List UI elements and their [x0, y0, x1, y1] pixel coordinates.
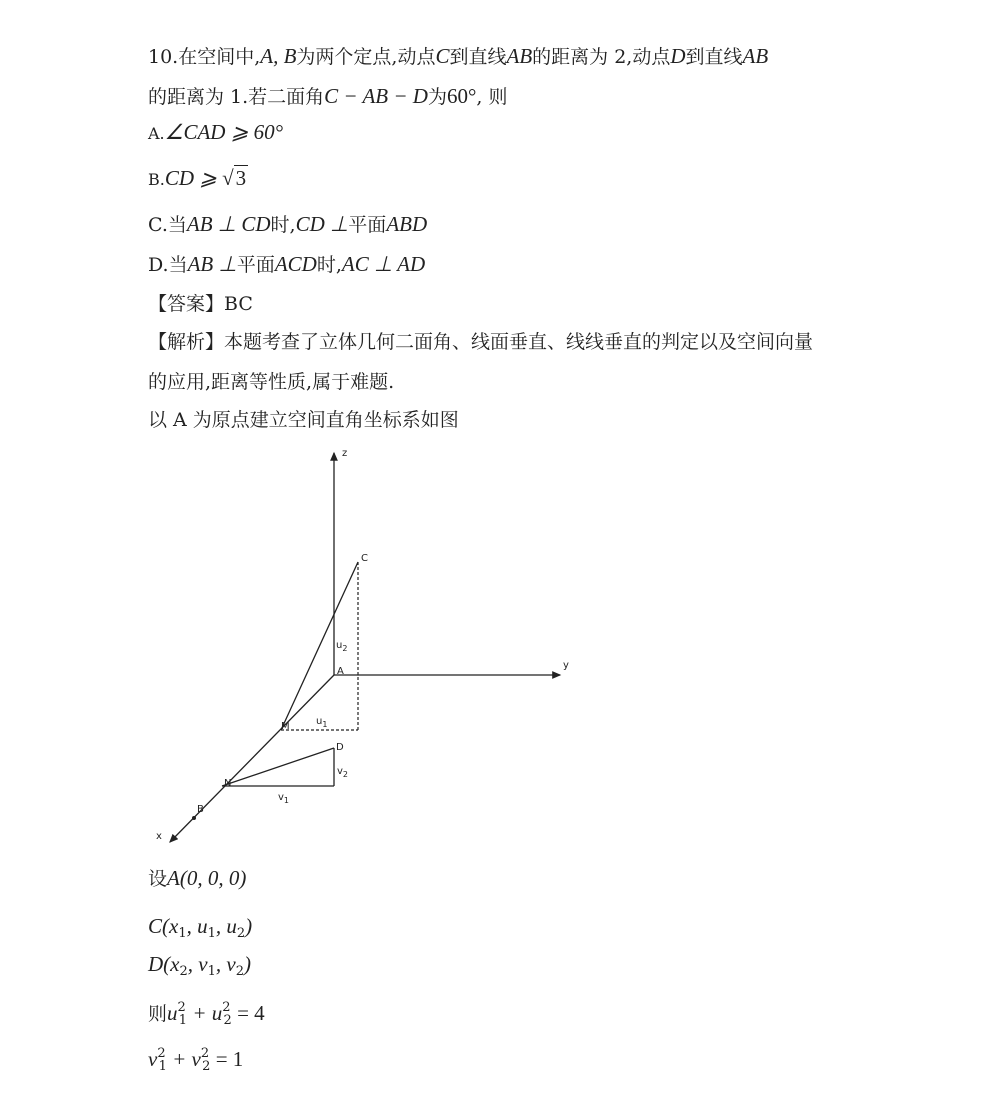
solution-expr: , u: [186, 914, 208, 938]
math-ab: AB: [506, 44, 533, 68]
point-d-label: D: [336, 742, 344, 753]
solution-expr: ): [243, 952, 251, 976]
analysis-line-2: 的应用,距离等性质,属于难题.: [148, 371, 395, 393]
segment-nd: [222, 748, 334, 786]
subscript: 2: [223, 1013, 232, 1028]
option-expr: ∠CAD ⩾ 60°: [164, 120, 283, 144]
superscript: 2: [157, 1046, 166, 1061]
option-text: 时,: [316, 254, 342, 276]
solution-expr: = 4: [231, 1001, 265, 1025]
subscript: 2: [235, 964, 244, 979]
question-text: 的距离为 1.若二面角: [148, 86, 325, 108]
solution-expr: C(x: [148, 914, 179, 938]
math-ab: AB: [742, 44, 769, 68]
question-text: , 则: [476, 86, 508, 108]
superscript: 2: [200, 1046, 210, 1061]
solution-text: 则: [148, 1003, 168, 1025]
option-label: A.: [148, 124, 165, 143]
math-d: D: [670, 44, 686, 68]
solution-expr: , v: [187, 952, 208, 976]
u2-label: $u_2$: [336, 640, 348, 653]
point-n-label: N: [224, 778, 232, 789]
solution-expr: + u: [187, 1001, 223, 1025]
math-ab: A, B: [260, 44, 297, 68]
option-expr: AB ⊥: [187, 252, 237, 276]
solution-expr: , v: [215, 952, 236, 976]
question-text: 为: [427, 86, 447, 108]
point-m-label: M: [281, 721, 290, 732]
solution-expr: = 1: [210, 1047, 244, 1071]
subscript: 2: [179, 964, 188, 979]
option-label: D.当: [148, 254, 188, 276]
subscript: 2: [236, 926, 246, 941]
option-expr: CD ⊥: [295, 212, 349, 236]
option-text: 平面: [348, 214, 387, 236]
subscript: 1: [207, 926, 216, 941]
option-expr: ABD: [386, 212, 428, 236]
solution-line-5: [148, 1042, 243, 1079]
option-label: B.: [148, 170, 165, 189]
y-axis-label: y: [563, 660, 569, 671]
sqrt-radicand: 3: [235, 166, 247, 190]
option-expr: ACD: [274, 252, 317, 276]
option-expr: CD ⩾: [164, 166, 223, 190]
solution-line-3: [148, 952, 251, 984]
solution-expr: u: [167, 1001, 178, 1025]
analysis-line-3: 以 A 为原点建立空间直角坐标系如图: [148, 409, 459, 431]
solution-line-1: [148, 866, 246, 891]
solution-expr: A(0, 0, 0): [167, 866, 247, 890]
solution-expr: D(x: [148, 952, 180, 976]
superscript: 2: [222, 1000, 231, 1015]
x-axis-label: x: [156, 831, 162, 842]
v2-label: $v_2$: [337, 766, 349, 779]
v1-label: $v_1$: [278, 792, 290, 805]
subscript: 1: [207, 964, 216, 979]
subscript: 1: [158, 1059, 167, 1074]
subscript: 1: [178, 1013, 188, 1028]
solution-expr: + v: [166, 1047, 201, 1071]
option-text: 时,: [270, 214, 296, 236]
point-b: [192, 816, 196, 820]
solution-text: 设: [148, 868, 168, 890]
question-text: 的距离为 2,动点: [532, 46, 671, 68]
solution-expr: v: [148, 1047, 158, 1071]
u1-label: $u_1$: [316, 716, 328, 729]
analysis-line-1: 【解析】本题考查了立体几何二面角、线面垂直、线线垂直的判定以及空间向量: [148, 331, 814, 353]
question-text: 到直线: [449, 46, 507, 68]
subscript: 2: [202, 1059, 211, 1074]
option-label: C.当: [148, 214, 187, 236]
math-degree: 60°: [446, 84, 477, 108]
solution-line-4: [148, 996, 265, 1033]
question-text: 到直线: [685, 46, 743, 68]
option-expr: AC ⊥ AD: [341, 252, 426, 276]
math-dihedral: C − AB − D: [324, 84, 428, 108]
point-c-label: C: [361, 553, 368, 564]
solution-expr: ): [245, 914, 253, 938]
solution-line-2: [148, 914, 252, 946]
question-text: 为两个定点,动点: [296, 46, 436, 68]
option-text: 平面: [236, 254, 275, 276]
superscript: 2: [177, 1000, 186, 1015]
option-expr: AB ⊥ CD: [186, 212, 271, 236]
solution-expr: , u: [215, 914, 237, 938]
math-c: C: [435, 44, 450, 68]
sqrt-symbol: √3: [222, 166, 247, 190]
point-b-label: B: [197, 804, 204, 815]
z-axis-label: z: [342, 448, 348, 459]
answer-line: 【答案】BC: [148, 293, 253, 315]
subscript: 1: [178, 926, 187, 941]
question-text: 10.在空间中,: [148, 46, 261, 68]
point-a-label: A: [337, 666, 344, 677]
